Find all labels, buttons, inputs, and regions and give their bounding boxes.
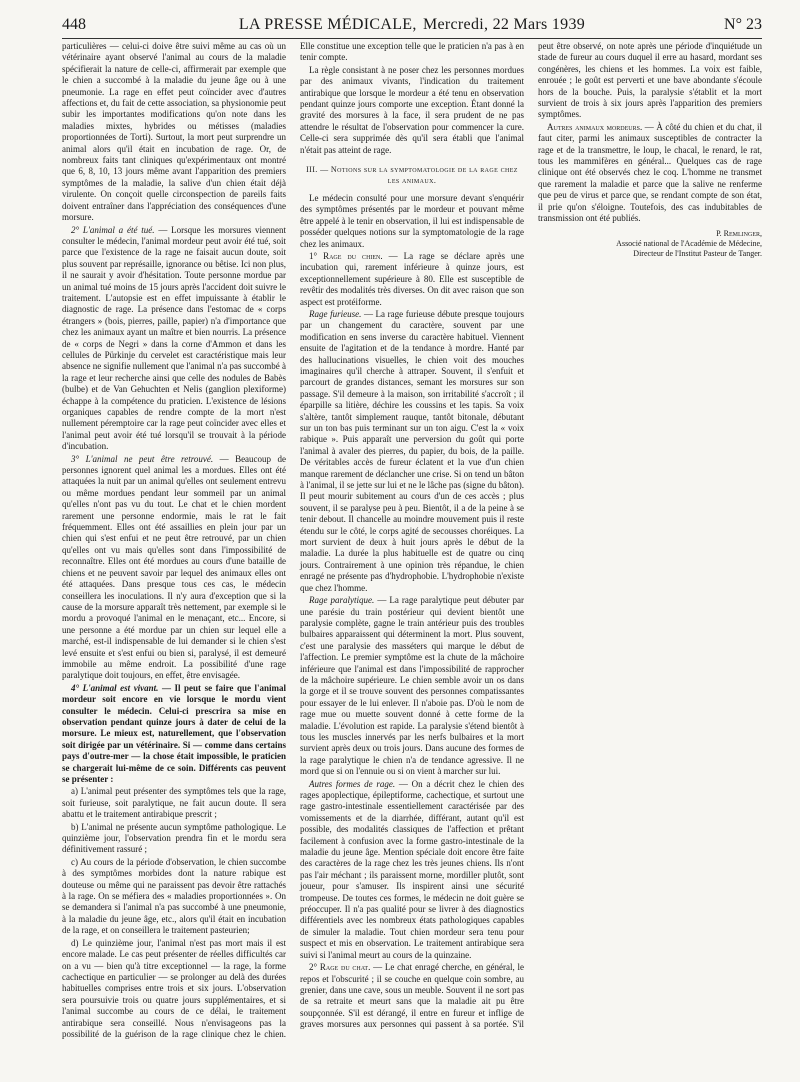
- section-heading: III. — Notions sur la symptomatologie de la rage chez les animaux.: [306, 165, 518, 186]
- article-columns: [62, 41, 762, 1041]
- subheading: 4° L'animal est vivant.: [71, 682, 159, 693]
- paragraph: [300, 595, 524, 778]
- subheading: 2° Rage du chat.: [309, 962, 371, 973]
- paragraph-text: — Il peut se faire que l'animal mordeur soit encore en vie lorsque le mordu vient consulter le médecin. Celui-ci prescrira sa mise en observation pendant quinze jours à dater de celui de la morsure. Le mieux est, naturellement, que l'observation soit dirigée par un vétérinaire. Si — comme dans certains pays d'outre-mer — la chose était impossible, le praticien se chargerait lui-même de ce soin. Différents cas peuvent se présenter :: [62, 682, 286, 784]
- running-header: [62, 14, 762, 38]
- page-number: 448: [62, 16, 86, 33]
- paragraph: [62, 225, 286, 453]
- author-title: Associé national de l'Académie de Médecine,: [616, 238, 762, 248]
- subheading: Autres formes de rage.: [309, 778, 396, 789]
- paragraph: b) L'animal ne présente aucun symptôme pathologique. Le quinzième jour, l'observation prendra fin et le mordu sera définitivement rassuré ;: [62, 821, 286, 855]
- paragraph-text: — À côté du chien et du chat, il faut citer, parmi les animaux susceptibles de contracter la rage et de la transmettre, le loup, le chacal, le renard, le rat, tous les mammifères en général... Quelques cas de rage clinique ont été observés chez le coq. L'homme ne transmet que rarement la maladie et parce que la salive ne renferme que peu de virus et parce que, se rendant compte de son état, il prie qu'on s'éloigne. Toutefois, des cas indubitables de transmission ont été publiés.: [538, 121, 762, 224]
- subheading: Autres animaux mordeurs.: [547, 121, 643, 132]
- paragraph: [538, 122, 762, 225]
- paragraph: La règle consistant à ne poser chez les personnes mordues par des animaux vivants, l'indication du traitement antirabique que lorsque le mordeur a été tenu en observation pendant quinze jours comporte une exception. Étant donné la gravité des morsures à la face, il sera prudent de ne pas attendre le résultat de l'observation pour commencer la cure. Celle-ci sera supprimée dès qu'il sera établi que l'animal n'était pas atteint de rage.: [300, 64, 524, 155]
- paragraph-text: — Le chat enragé cherche, en général, le repos et l'obscurité ; il se couche en quelque coin sombre, au grenier, dans une cave, sous un meuble. Souvent il ne sort pas de sa retraite et meurt sans que la maladie ait pu être soupçonnée. S'il est dérangé, il entre en fureur et inflige de graves morsures aux personnes qui passent à sa portée. S'il peut être observé, on note après une période d'inquiétude un stade de fureur au cours duquel il erre au hasard, mordant ses congénères, les chiens et les hommes. La voix est faible, enrouée ; le goût est perverti et une bave abondante s'écoule hors de la bouche. Puis, la paralysie s'établit et la mort survient de trois à six jours après l'apparition des premiers symptômes.: [300, 41, 762, 1030]
- issue-date: Mercredi, 22 Mars 1939: [422, 16, 586, 33]
- journal-name: LA PRESSE MÉDICALE,: [238, 16, 417, 33]
- paragraph: d) Le quinzième jour, l'animal n'est pas mort mais il est encore malade. Le cas peut présenter de réelles difficultés car on a vu — bien qu'à titre exceptionnel — la rage, la forme cachectique en particulier — se prolonger au delà des durées habituelles comprises entre trois et six jours. L'observation sera poursuivie trois ou quatre jours supplémentaires, et si l'animal succombe au cours de ce délai, le traitement antirabique sera conseillé. Nous n'envisageons pas la possibilité de la guérison de la rage clinique chez le chien. Elle constitue une exception telle que le praticien n'a pas à en tenir compte.: [62, 41, 524, 1039]
- author-signature: [538, 229, 762, 259]
- subheading: 2° L'animal a été tué.: [71, 224, 155, 235]
- paragraph-text: — Beaucoup de personnes ignorent quel animal les a mordues. Elles ont été attaquées la nuit par un animal qu'elles ont seulement entrevu ou même mordues pendant leur sommeil par un animal qu'elles n'ont pas vu du tout. Le chat et le chien mordent rarement une personne endormie, mais le rat le fait fréquemment. Elles ont été assaillies en plein jour par un chien qui s'est enfui et ne peut être retrouvé, par un chien qu'elles ont vu mais qu'elles sont dans l'impossibilité de reconnaître. Elles ont été mordues au cours d'une bataille de chiens et ne peuvent savoir par lequel des animaux elles ont été attaquées. Dans presque tous ces cas, le médecin conseillera les inoculations. Il n'y aura d'exception que si la cause de la morsure apparaît très nettement, par exemple si le mordu a provoqué l'animal en le menaçant, etc... Encore, si une personne a été mordue par un chien sur lequel elle a marché, est-il indispensable de lui demander si le chien s'est levé ensuite et s'est enfui ou bien si, paralysé, il est demeuré immobile au même endroit. La possibilité d'une rage paralytique doit toujours, en effet, être envisagée.: [62, 453, 287, 681]
- paragraph-text: — La rage furieuse débute presque toujours par un changement du caractère, souvent par une modification en sens inverse du caractère habituel. Viennent ensuite de l'agitation et de la tendance à mordre. Hanté par des hallucinations visuelles, le chien voit des mouches imaginaires qu'il cherche à attraper. Souvent, il s'enfuit et parcourt de grandes distances, semant les morsures sur son passage. S'il demeure à la maison, son irritabilité s'accroît ; il éparpille sa litière, déchire les coussins et les tapis. Sa voix s'altère, tantôt simplement rauque, tantôt bitonale, débutant sur un ton bas puis terminant sur un ton aigu. C'est la « voix rabique ». Puis apparaît une perversion du goût qui porte l'animal à avaler des pierres, du papier, du bois, de la paille. De véritables accès de fureur éclatent et la vue d'un chien manque rarement de déclancher une crise. Si on tend un bâton à l'animal, il se jette sur lui et ne le lâche pas (signe du bâton). Il peut mourir subitement au cours d'un de ces accès ; plus souvent, il se paralyse peu à peu. Bientôt, il a de la peine à se tenir debout. Il chancelle au moindre mouvement puis il reste étendu sur le côté, le corps agité de secousses choréiques. La mort survient de deux à huit jours après le début de la maladie. La durée la plus habituelle est de quatre ou cinq jours. Contrairement à une opinion très répandue, le chien enragé ne présente pas d'hydrophobie. L'hydrophobie n'existe que chez l'homme.: [300, 308, 524, 593]
- paragraph: [300, 779, 524, 962]
- paragraph-text: — Lorsque les morsures viennent consulter le médecin, l'animal mordeur peut avoir été tué, soit parce que l'existence de la rage ne faisait aucun doute, soit plus souvent par représaille, ignorance ou bêtise. Ici non plus, il ne saurait y avoir d'hésitation. Toute personne mordue par un animal tué moins de 15 jours après l'accident doit suivre le traitement. L'autopsie est en effet impuissante à établir le diagnostic de rage. La présence dans l'estomac de « corps étrangers » (bois, pierres, paille, papier) n'a d'importance que chez les animaux ayant un maître et bien nourris. La présence de « corps de Negri » dans la corne d'Ammon et dans les cellules de Pürkinje du cervelet est caractéristique mais leur absence ne signifie nullement que l'animal n'a pas succombé à la rage et leur recherche ainsi que celle des nodules de Babès (bulbe) et de Van Gehuchten et Nelis (ganglion plexiforme) échappe à la compétence du praticien. L'existence de lésions organiques capables de rendre compte de la mort n'est nullement péremptoire car la rage peut coïncider avec elles et l'animal peut avoir été tué lorsqu'il se trouvait à la période d'incubation.: [62, 224, 287, 452]
- paragraph: [62, 683, 286, 786]
- paragraph: a) L'animal peut présenter des symptômes tels que la rage, soit furieuse, soit paralytique, ne fait aucun doute. Il sera abattu et le traitement antirabique prescrit ;: [62, 786, 286, 820]
- paragraph: [300, 251, 524, 308]
- paragraph: particulières — celui-ci doive être suivi même au cas où un vétérinaire ayant observé l'animal au cours de la maladie spécifierait la nature de celle-ci, affirmerait par exemple que le chien a succombé à la maladie du jeune âge ou à une pneumonie. La rage en effet peut coïncider avec d'autres affections et, du fait de cette association, sa physionomie peut subir les importantes modifications qu'on note dans les maladies mixtes, hybrides ou métisses (maladies proportionnées de Torti). Surtout, la mort peut surprendre un animal alors qu'il était en incubation de rage. Or, de nombreux faits tant cliniques qu'expérimentaux ont montré que 6, 8, 10, 13 jours même avant l'apparition des premiers symptômes de la maladie, la salive d'un chien était déjà virulente. On conçoit quelle circonspection de pareils faits doivent entraîner dans l'appréciation des conséquences d'une morsure.: [62, 41, 286, 223]
- paragraph-text: — On a décrit chez le chien des rages apoplectique, épileptiforme, cachectique, et surtout une rage gastro-intestinale essentiellement caractérisée par des vomissements et de la diarrhée, différant, autant qu'il est possible, des modalités classiques de l'affection et prêtant facilement à confusion avec la forme gastro-intestinale de la maladie du jeune âge. Mention spéciale doit encore être faite des caractères de la rage chez les très jeunes chiens. Ils n'ont pas l'air méchant ; ils paraissent morne, mordiller plutôt, sont joueur, pour s'amuser. Ils inspirent ainsi une sécurité trompeuse. De toutes ces formes, le médecin ne doit guère se préoccuper. Il n'a pas qualité pour se livrer à des diagnostics différentiels avec les nombreux états pathologiques capables de simuler la maladie. Tout chien mordeur sera tenu pour suspect et mis en observation. Le traitement antirabique sera suivi si l'animal meurt au cours de la quinzaine.: [300, 778, 525, 960]
- subheading: 1° Rage du chien.: [309, 250, 383, 261]
- journal-title-line: [62, 16, 762, 34]
- header-rule: [62, 38, 762, 39]
- subheading: Rage paralytique.: [309, 595, 375, 606]
- subheading: 3° L'animal ne peut être retrouvé.: [71, 453, 214, 464]
- issue-number: N° 23: [724, 16, 762, 33]
- paragraph: [300, 309, 524, 594]
- paragraph: [62, 454, 286, 682]
- subheading: Rage furieuse.: [309, 308, 362, 319]
- author-title: Directeur de l'Institut Pasteur de Tanger.: [633, 248, 762, 258]
- paragraph-text: — La rage paralytique peut débuter par une parésie du train postérieur qui devient bientôt une paralysie complète, gagne le train antérieur puis des troubles bulbaires apparaissent qui déterminent la mort. Plus souvent, c'est une paralysie des masséters qui marque le début de l'affection. Le premier symptôme est la chute de la mâchoire inférieure que l'animal est dans l'impossibilité de rapprocher de la mâchoire supérieure. Le chien semble avoir un os dans la gorge et il se trouve souvent des personnes compatissantes pour essayer de le lui enlever. Il n'aboie pas. D'où le nom de rage mue ou muette souvent donné à cette forme de la maladie. L'évolution est rapide. La paralysie s'étend bientôt à tous les muscles innervés par les nerfs bulbaires et la mort survient après deux ou trois jours. Dans aucune des formes de la rage paralytique le chien n'a de tendance agressive. Il ne mord que si on l'ennuie ou si on vient à marcher sur lui.: [300, 595, 524, 777]
- author-name: P. Remlinger,: [716, 228, 762, 238]
- paragraph: c) Au cours de la période d'observation, le chien succombe à des symptômes morbides dont la nature rabique est douteuse ou même qui ne paraissent pas devoir être rattachés à la rage. On se méfiera des « maladies proportionnées ». On se demandera si l'animal n'a pas succombé à une pneumonie, à la maladie du jeune âge, etc., alors qu'il était en incubation de la rage, et on conseillera le traitement pasteurien;: [62, 856, 286, 936]
- paragraph: Le médecin consulté pour une morsure devant s'enquérir des symptômes présentés par le mordeur et pouvant même être appelé à le tenir en observation, il lui est indispensable de posséder quelques notions sur la symptomatologie de la rage chez les animaux.: [300, 192, 524, 249]
- paragraph-text: — La rage se déclare après une incubation qui, rarement inférieure à quinze jours, est exceptionnellement supérieure à 80. Elle est susceptible de revêtir des modalités très diverses. On dit avec raison que son aspect est protéiforme.: [300, 250, 525, 307]
